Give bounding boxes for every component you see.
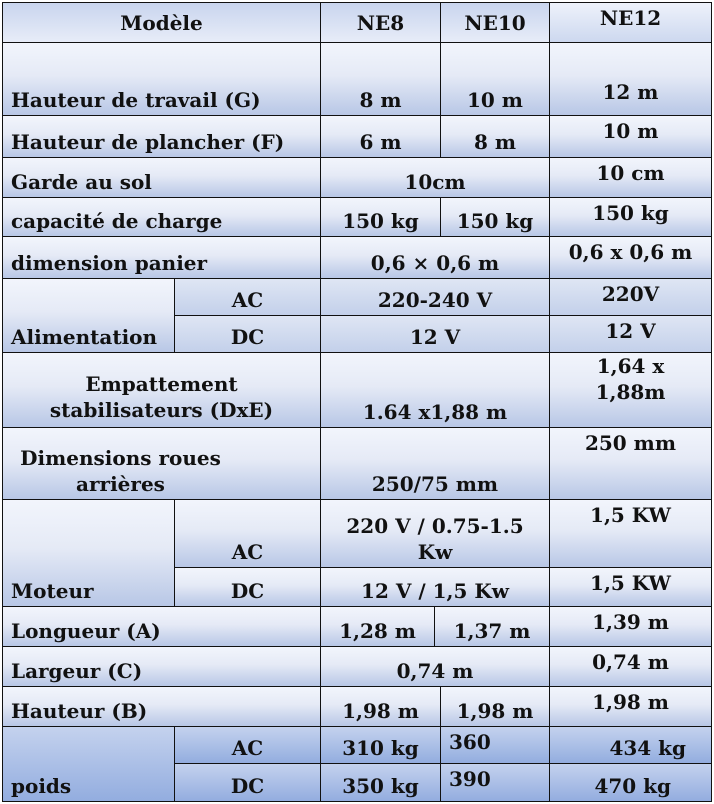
cell-hauteur-travail-ne12 bbox=[549, 42, 712, 116]
row-label-hauteur bbox=[2, 686, 321, 727]
value-text: 10 cm bbox=[596, 161, 665, 185]
label-text: Alimentation bbox=[11, 325, 158, 349]
value-text: 1,64 x 1,88m bbox=[595, 354, 666, 404]
row-label-longueur bbox=[2, 606, 321, 647]
row-label-largeur bbox=[2, 646, 321, 687]
row-label-hauteur-plancher bbox=[2, 115, 321, 158]
value-text: 0,6 x 0,6 m bbox=[568, 240, 693, 264]
cell-empattement-ne12 bbox=[549, 352, 712, 428]
cell-capacite-ne12 bbox=[549, 197, 712, 237]
value-text: 220V bbox=[601, 282, 660, 306]
row-label-capacite bbox=[2, 197, 321, 237]
cell-poids-ac-ne10 bbox=[440, 726, 550, 764]
cell-hauteur-ne12 bbox=[549, 686, 712, 727]
value-text: 390 bbox=[449, 767, 491, 791]
row-label-dimension-panier bbox=[2, 236, 321, 279]
cell-longueur-ne12 bbox=[549, 606, 712, 647]
value-text: 220-240 V bbox=[377, 288, 493, 312]
label-text: Hauteur de travail (G) bbox=[11, 88, 261, 112]
cell-hauteur-ne8 bbox=[320, 686, 441, 727]
cell-hauteur-travail-ne10 bbox=[440, 42, 550, 116]
value-text: 1,39 m bbox=[592, 610, 669, 634]
value-text: 150 kg bbox=[592, 201, 669, 225]
poids-ac-label bbox=[174, 726, 321, 764]
alimentation-dc-label bbox=[174, 315, 321, 353]
label-text: AC bbox=[231, 540, 264, 564]
value-text: 12 V bbox=[409, 325, 461, 349]
value-text: 1,5 KW bbox=[590, 571, 671, 595]
cell-moteur-dc-ne8-ne10 bbox=[320, 567, 550, 607]
row-label-hauteur-travail bbox=[2, 42, 321, 116]
cell-poids-dc-ne10 bbox=[440, 763, 550, 802]
value-text: 1,5 KW bbox=[590, 503, 671, 527]
value-text: 150 kg bbox=[456, 209, 534, 233]
label-text: capacité de charge bbox=[11, 209, 223, 233]
header-ne12 bbox=[549, 2, 712, 43]
cell-poids-dc-ne8 bbox=[320, 763, 441, 802]
cell-dimension-panier-ne8-ne10 bbox=[320, 236, 550, 279]
cell-moteur-ac-ne12 bbox=[549, 499, 712, 568]
label-text: Garde au sol bbox=[11, 170, 152, 194]
cell-moteur-dc-ne12 bbox=[549, 567, 712, 607]
cell-hauteur-plancher-ne10 bbox=[440, 115, 550, 158]
value-text: 150 kg bbox=[342, 209, 419, 233]
value-text: 8 m bbox=[359, 88, 402, 112]
row-label-poids bbox=[2, 726, 175, 802]
value-text: 10 m bbox=[467, 88, 523, 112]
label-text: Longueur (A) bbox=[11, 619, 161, 643]
cell-garde-sol-ne8-ne10 bbox=[320, 157, 550, 198]
label-text: AC bbox=[231, 288, 264, 312]
cell-roues-ne12 bbox=[549, 427, 712, 500]
cell-garde-sol-ne12 bbox=[549, 157, 712, 198]
label-text: Moteur bbox=[11, 579, 94, 603]
label-text: DC bbox=[230, 579, 265, 603]
cell-hauteur-plancher-ne12 bbox=[549, 115, 712, 158]
poids-dc-label bbox=[174, 763, 321, 802]
moteur-dc-label bbox=[174, 567, 321, 607]
value-text: 220 V / 0.75-1.5 Kw bbox=[346, 514, 524, 564]
header-ne12-text: NE12 bbox=[599, 6, 662, 30]
cell-hauteur-travail-ne8 bbox=[320, 42, 441, 116]
value-text: 470 kg bbox=[594, 774, 671, 798]
value-text: 12 m bbox=[602, 80, 659, 104]
cell-poids-ac-ne12 bbox=[549, 726, 712, 764]
cell-longueur-ne10 bbox=[434, 606, 550, 647]
value-text: 360 bbox=[449, 730, 491, 754]
label-text: Hauteur de plancher (F) bbox=[11, 130, 285, 154]
value-text: 0,6 × 0,6 m bbox=[370, 251, 500, 275]
label-text: Hauteur (B) bbox=[11, 699, 148, 723]
label-text: DC bbox=[230, 774, 265, 798]
header-ne10-text: NE10 bbox=[464, 10, 526, 35]
cell-hauteur-ne10 bbox=[440, 686, 550, 727]
cell-alimentation-ac-ne12 bbox=[549, 278, 712, 316]
moteur-ac-label bbox=[174, 499, 321, 568]
value-text: 434 kg bbox=[609, 736, 686, 760]
value-text: 1,37 m bbox=[453, 619, 531, 643]
label-text: Empattement stabilisateurs (DxE) bbox=[49, 372, 274, 422]
header-ne10 bbox=[440, 2, 550, 43]
value-text: 1,98 m bbox=[592, 690, 669, 714]
value-text: 1,98 m bbox=[342, 699, 419, 723]
cell-poids-dc-ne12 bbox=[549, 763, 712, 802]
cell-moteur-ac-ne8-ne10 bbox=[320, 499, 550, 568]
value-text: 310 kg bbox=[342, 736, 419, 760]
cell-hauteur-plancher-ne8 bbox=[320, 115, 441, 158]
cell-longueur-ne8 bbox=[320, 606, 435, 647]
value-text: 250 mm bbox=[584, 431, 677, 455]
header-model-text: Modèle bbox=[120, 10, 203, 35]
cell-alimentation-dc-ne12 bbox=[549, 315, 712, 353]
cell-alimentation-dc-ne8-ne10 bbox=[320, 315, 550, 353]
value-text: 10cm bbox=[404, 170, 466, 194]
header-model bbox=[2, 2, 321, 43]
value-text: 12 V bbox=[605, 319, 656, 343]
label-text: poids bbox=[11, 774, 72, 798]
value-text: 1,28 m bbox=[339, 619, 416, 643]
row-label-empattement bbox=[2, 352, 321, 428]
label-text: Dimensions roues arrières bbox=[20, 446, 221, 496]
value-text: 8 m bbox=[473, 130, 517, 154]
value-text: 250/75 mm bbox=[371, 472, 499, 496]
label-text: Largeur (C) bbox=[11, 659, 143, 683]
alimentation-ac-label bbox=[174, 278, 321, 316]
header-ne8 bbox=[320, 2, 441, 43]
value-text: 10 m bbox=[602, 119, 659, 143]
label-text: AC bbox=[231, 736, 264, 760]
label-text: dimension panier bbox=[11, 251, 208, 275]
cell-capacite-ne8 bbox=[320, 197, 441, 237]
value-text: 0,74 m bbox=[592, 650, 669, 674]
row-label-alimentation bbox=[2, 278, 175, 353]
value-text: 1,98 m bbox=[456, 699, 534, 723]
value-text: 0,74 m bbox=[396, 659, 474, 683]
row-label-roues bbox=[2, 427, 321, 500]
header-ne8-text: NE8 bbox=[356, 10, 405, 35]
value-text: 6 m bbox=[359, 130, 402, 154]
value-text: 350 kg bbox=[342, 774, 419, 798]
cell-dimension-panier-ne12 bbox=[549, 236, 712, 279]
cell-poids-ac-ne8 bbox=[320, 726, 441, 764]
value-text: 1.64 x1,88 m bbox=[362, 400, 508, 424]
cell-empattement-ne8-ne10 bbox=[320, 352, 550, 428]
row-label-moteur bbox=[2, 499, 175, 607]
cell-largeur-ne12 bbox=[549, 646, 712, 687]
cell-alimentation-ac-ne8-ne10 bbox=[320, 278, 550, 316]
cell-capacite-ne10 bbox=[440, 197, 550, 237]
label-text: DC bbox=[230, 325, 265, 349]
cell-roues-ne8-ne10 bbox=[320, 427, 550, 500]
value-text: 12 V / 1,5 Kw bbox=[361, 579, 509, 603]
cell-largeur-ne8-ne10 bbox=[320, 646, 550, 687]
row-label-garde-sol bbox=[2, 157, 321, 198]
